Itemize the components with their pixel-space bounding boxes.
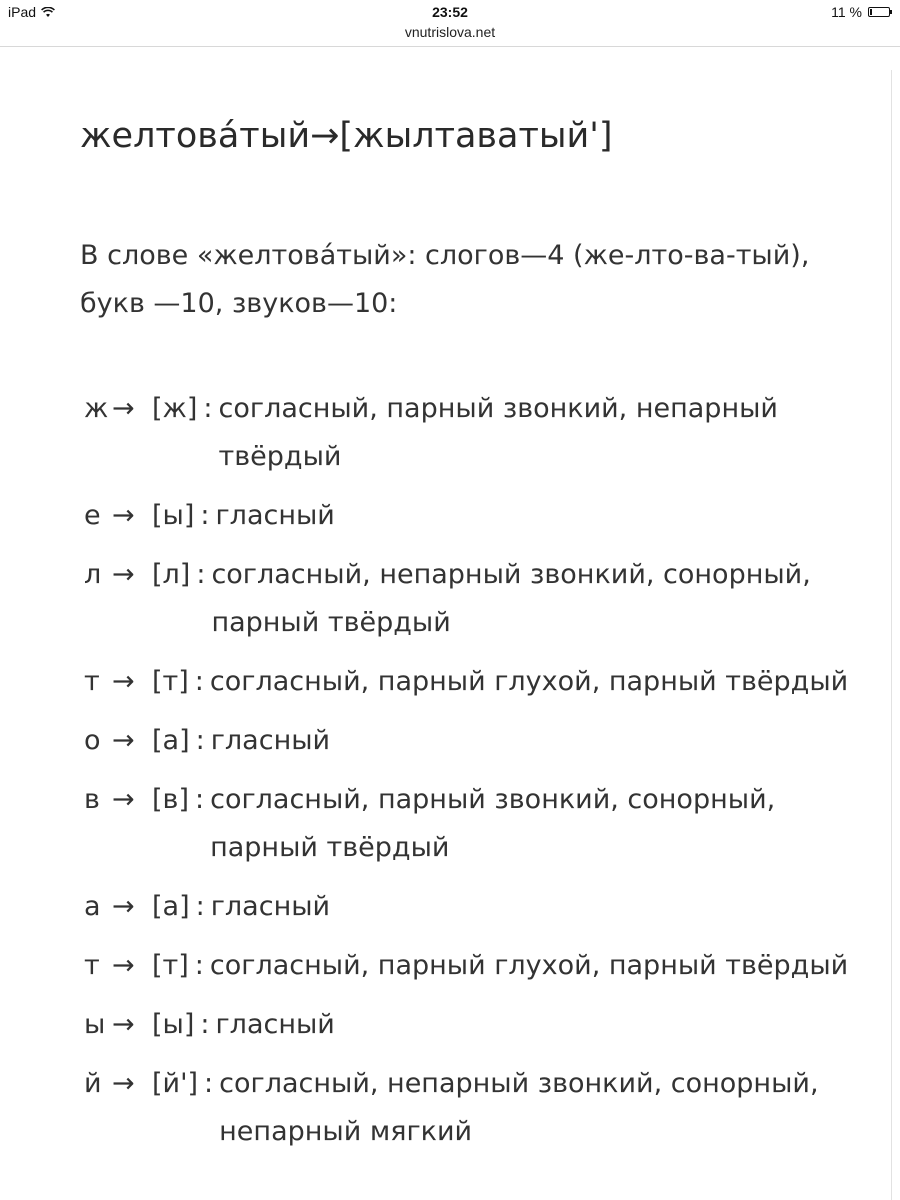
- status-bar: [0, 0, 900, 24]
- row-colon: :: [204, 1068, 214, 1099]
- arrow-icon: →: [112, 950, 135, 981]
- clock: 23:52: [432, 4, 468, 20]
- letter-row: [84, 883, 884, 931]
- row-letter: т: [84, 950, 100, 981]
- letter-row: [84, 942, 884, 990]
- row-sound: [ы]: [152, 1009, 195, 1040]
- row-sound: [в]: [152, 784, 189, 815]
- battery-percent: 11 %: [831, 4, 862, 20]
- battery-icon: [868, 7, 890, 17]
- row-letter: ж: [84, 393, 109, 424]
- row-sound: [т]: [152, 666, 189, 697]
- row-description: согласный, парный звонкий, непарный твёрдый: [218, 393, 778, 472]
- letter-row: [84, 385, 884, 481]
- word-summary: В слове «желтова́тый»: слогов—4 (же-лто-ва-тый), букв —10, звуков—10:: [80, 240, 810, 319]
- arrow-icon: →: [112, 1068, 135, 1099]
- row-colon: :: [196, 559, 206, 590]
- row-sound: [й']: [152, 1068, 199, 1099]
- letter-row: [84, 492, 884, 540]
- row-description: гласный: [215, 1009, 335, 1040]
- row-colon: :: [203, 393, 213, 424]
- row-sound: [т]: [152, 950, 189, 981]
- row-letter: о: [84, 725, 101, 756]
- url-text[interactable]: vnutrislova.net: [404, 24, 496, 40]
- row-letter: т: [84, 666, 100, 697]
- arrow-icon: →: [112, 393, 135, 424]
- arrow-icon: →: [112, 559, 135, 590]
- row-colon: :: [200, 500, 210, 531]
- row-description: согласный, парный глухой, парный твёрдый: [209, 666, 849, 697]
- arrow-icon: →: [112, 1009, 135, 1040]
- row-colon: :: [200, 1009, 210, 1040]
- arrow-icon: →: [112, 500, 135, 531]
- row-letter: ы: [84, 1009, 106, 1040]
- row-description: гласный: [210, 891, 331, 922]
- row-description: гласный: [210, 725, 331, 756]
- toolbar-divider: [0, 46, 900, 47]
- scrollbar-track[interactable]: [891, 70, 892, 1200]
- arrow-icon: →: [112, 725, 135, 756]
- row-description: гласный: [215, 500, 335, 531]
- row-description: согласный, парный глухой, парный твёрдый: [209, 950, 849, 981]
- row-description: согласный, непарный звонкий, сонорный, парный твёрдый: [211, 559, 811, 638]
- row-sound: [ы]: [152, 500, 195, 531]
- phonetic-analysis-list: [84, 385, 884, 1167]
- row-sound: [а]: [152, 891, 190, 922]
- arrow-icon: →: [112, 666, 135, 697]
- device-name: iPad: [8, 4, 37, 20]
- address-bar[interactable]: [0, 24, 900, 40]
- row-colon: :: [194, 950, 204, 981]
- letter-row: [84, 1001, 884, 1049]
- letter-row: [84, 551, 884, 647]
- status-right: [831, 4, 890, 20]
- row-colon: :: [195, 725, 205, 756]
- letter-row: [84, 1060, 884, 1156]
- page-title: желтова́тый→[жылтаватый']: [80, 116, 613, 156]
- row-letter: л: [84, 559, 102, 590]
- battery-fill: [870, 9, 872, 15]
- row-colon: :: [194, 784, 205, 815]
- arrow-icon: →: [112, 891, 135, 922]
- row-sound: [л]: [152, 559, 191, 590]
- letter-row: [84, 717, 884, 765]
- arrow-icon: →: [112, 784, 135, 815]
- row-description: согласный, парный звонкий, сонорный, парный твёрдый: [210, 784, 776, 863]
- row-letter: е: [84, 500, 101, 531]
- row-colon: :: [194, 666, 204, 697]
- row-description: согласный, непарный звонкий, сонорный, непарный мягкий: [219, 1068, 819, 1147]
- row-colon: :: [195, 891, 205, 922]
- row-sound: [ж]: [152, 393, 198, 424]
- row-letter: а: [84, 891, 101, 922]
- letter-row: [84, 658, 884, 706]
- letter-row: [84, 776, 884, 872]
- row-letter: в: [84, 784, 100, 815]
- row-letter: й: [84, 1068, 102, 1099]
- row-sound: [а]: [152, 725, 190, 756]
